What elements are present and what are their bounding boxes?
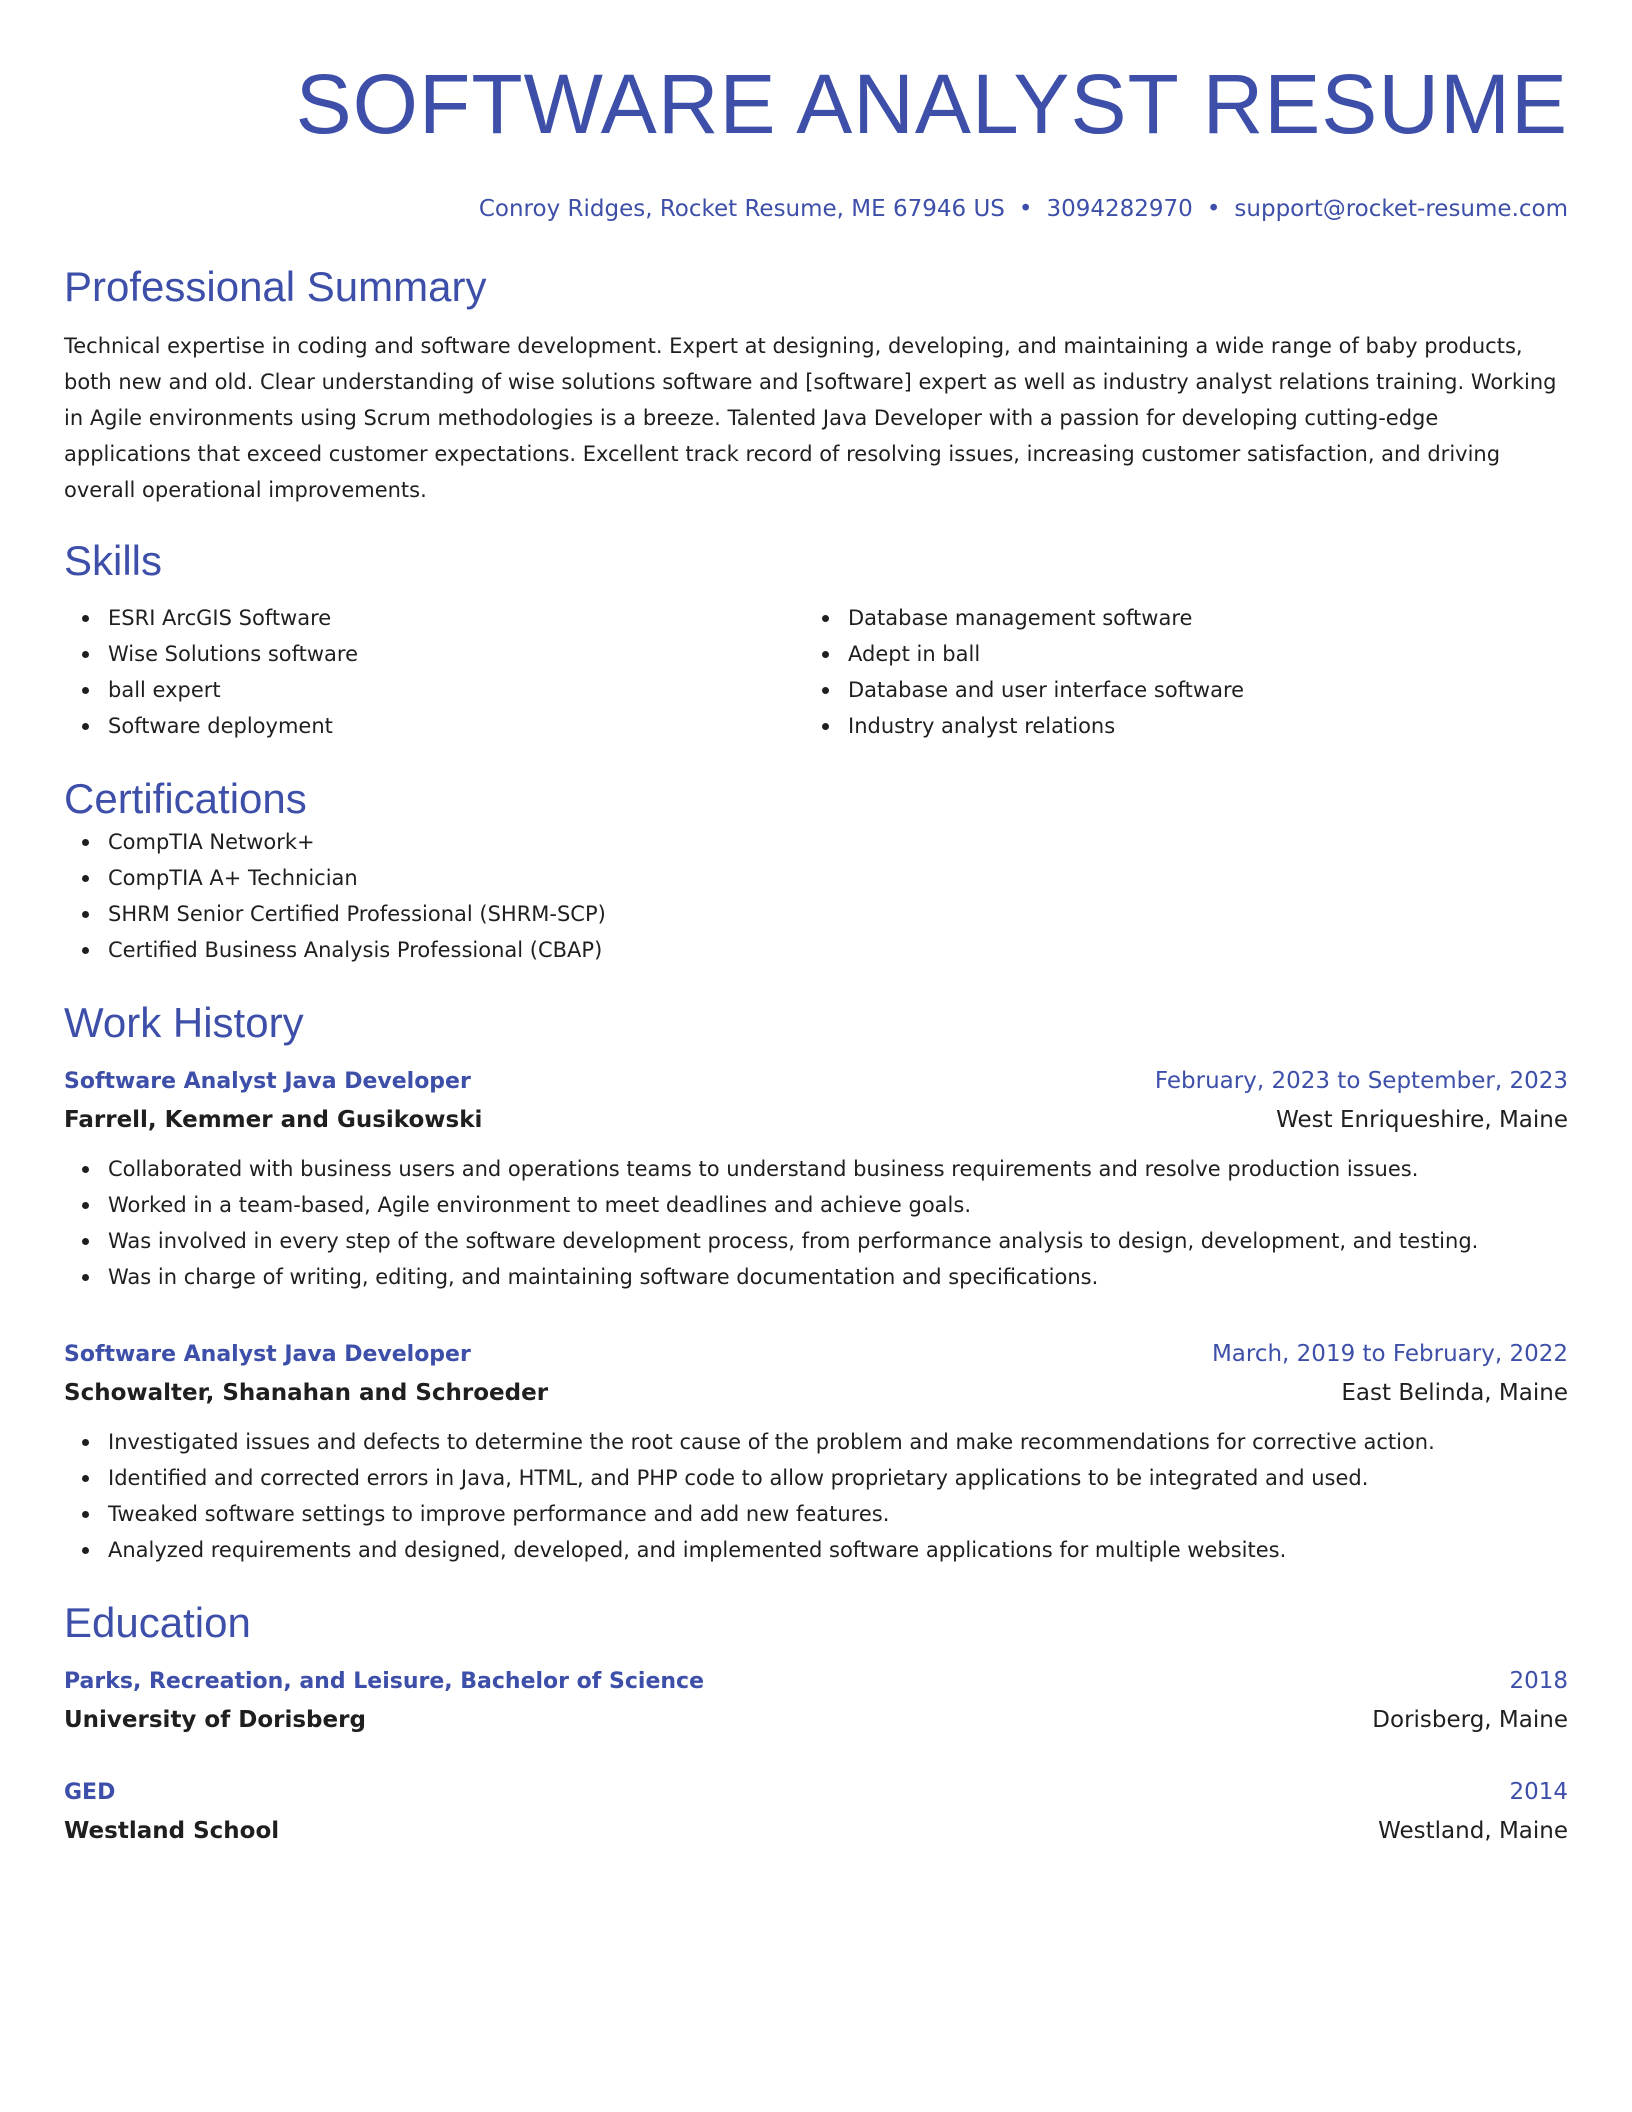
job-title: Software Analyst Java Developer (64, 1342, 471, 1367)
contact-separator: • (1018, 196, 1033, 222)
education-heading: Education (64, 1599, 251, 1646)
job-company-row (64, 1374, 1568, 1412)
skills-list-left (64, 600, 804, 744)
job-title-row (64, 1335, 1568, 1374)
skills-column-left (64, 600, 804, 744)
job-location: East Belinda, Maine (1341, 1380, 1568, 1406)
skill-item: Industry analyst relations (848, 708, 1544, 744)
skill-item: Software deployment (108, 708, 804, 744)
job-title-row (64, 1062, 1568, 1101)
job-entry (64, 1335, 1568, 1568)
job-location: West Enriqueshire, Maine (1276, 1107, 1568, 1133)
contact-separator: • (1206, 196, 1221, 222)
certification-item: CompTIA A+ Technician (108, 860, 1568, 896)
certifications-list (64, 824, 1568, 968)
education-year: 2014 (1509, 1779, 1568, 1805)
education-school: Westland School (64, 1818, 280, 1844)
education-degree: GED (64, 1780, 116, 1805)
skills-list-right (804, 600, 1544, 744)
education-entry (64, 1662, 1568, 1739)
certification-item: SHRM Senior Certified Professional (SHRM-SCP) (108, 896, 1568, 932)
skills-column-right (804, 600, 1544, 744)
education-year: 2018 (1509, 1668, 1568, 1694)
job-bullets (64, 1424, 1568, 1568)
job-company-row (64, 1101, 1568, 1139)
job-dates: February, 2023 to September, 2023 (1154, 1068, 1568, 1094)
job-company: Schowalter, Shanahan and Schroeder (64, 1380, 549, 1406)
resume-title: SOFTWARE ANALYST RESUME (295, 57, 1568, 151)
job-bullet: Was involved in every step of the software development process, from performance analysis to design, development, and testing. (108, 1223, 1568, 1259)
education-school-row (64, 1701, 1568, 1739)
resume-header (64, 56, 1568, 224)
education-degree: Parks, Recreation, and Leisure, Bachelor of Science (64, 1669, 704, 1694)
skills-grid (64, 600, 1568, 744)
skill-item: ESRI ArcGIS Software (108, 600, 804, 636)
education-location: Westland, Maine (1378, 1818, 1568, 1844)
job-title: Software Analyst Java Developer (64, 1069, 471, 1094)
job-bullet: Collaborated with business users and operations teams to understand business requirements and resolve production issues. (108, 1151, 1568, 1187)
job-entry (64, 1062, 1568, 1295)
skill-item: Adept in ball (848, 636, 1544, 672)
skills-heading: Skills (64, 537, 163, 584)
education-location: Dorisberg, Maine (1372, 1707, 1568, 1733)
job-bullet: Was in charge of writing, editing, and maintaining software documentation and specifications. (108, 1259, 1568, 1295)
job-bullet: Tweaked software settings to improve performance and add new features. (108, 1496, 1568, 1532)
job-bullet: Worked in a team-based, Agile environment to meet deadlines and achieve goals. (108, 1187, 1568, 1223)
contact-phone: 3094282970 (1046, 196, 1193, 222)
skill-item: Database management software (848, 600, 1544, 636)
job-company: Farrell, Kemmer and Gusikowski (64, 1107, 483, 1133)
summary-heading: Professional Summary (64, 263, 487, 310)
job-bullet: Identified and corrected errors in Java, HTML, and PHP code to allow proprietary applications to be integrated and used. (108, 1460, 1568, 1496)
skill-item: ball expert (108, 672, 804, 708)
job-bullets (64, 1151, 1568, 1295)
contact-line (64, 194, 1568, 224)
work-history-heading: Work History (64, 999, 304, 1046)
certifications-heading: Certifications (64, 775, 307, 822)
education-degree-row (64, 1773, 1568, 1812)
contact-email: support@rocket-resume.com (1234, 196, 1568, 222)
skill-item: Database and user interface software (848, 672, 1544, 708)
job-bullet: Investigated issues and defects to determine the root cause of the problem and make recommendations for corrective action. (108, 1424, 1568, 1460)
contact-address: Conroy Ridges, Rocket Resume, ME 67946 US (478, 196, 1005, 222)
job-bullet: Analyzed requirements and designed, developed, and implemented software applications for multiple websites. (108, 1532, 1568, 1568)
education-entry (64, 1773, 1568, 1850)
summary-text: Technical expertise in coding and software development. Expert at designing, developing, and maintaining a wide range of baby products, both new and old. Clear understanding of wise solutions software and [software] expert as well as industry analyst relations training. Working in Agile environments using Scrum methodologies is a breeze. Talented Java Developer with a passion for developing cutting-edge applications that exceed customer expectations. Excellent track record of resolving issues, increasing customer satisfaction, and driving overall operational improvements. (64, 334, 1557, 502)
education-school-row (64, 1812, 1568, 1850)
education-degree-row (64, 1662, 1568, 1701)
education-school: University of Dorisberg (64, 1707, 366, 1733)
certification-item: CompTIA Network+ (108, 824, 1568, 860)
skill-item: Wise Solutions software (108, 636, 804, 672)
certification-item: Certified Business Analysis Professional (CBAP) (108, 932, 1568, 968)
job-dates: March, 2019 to February, 2022 (1211, 1341, 1568, 1367)
